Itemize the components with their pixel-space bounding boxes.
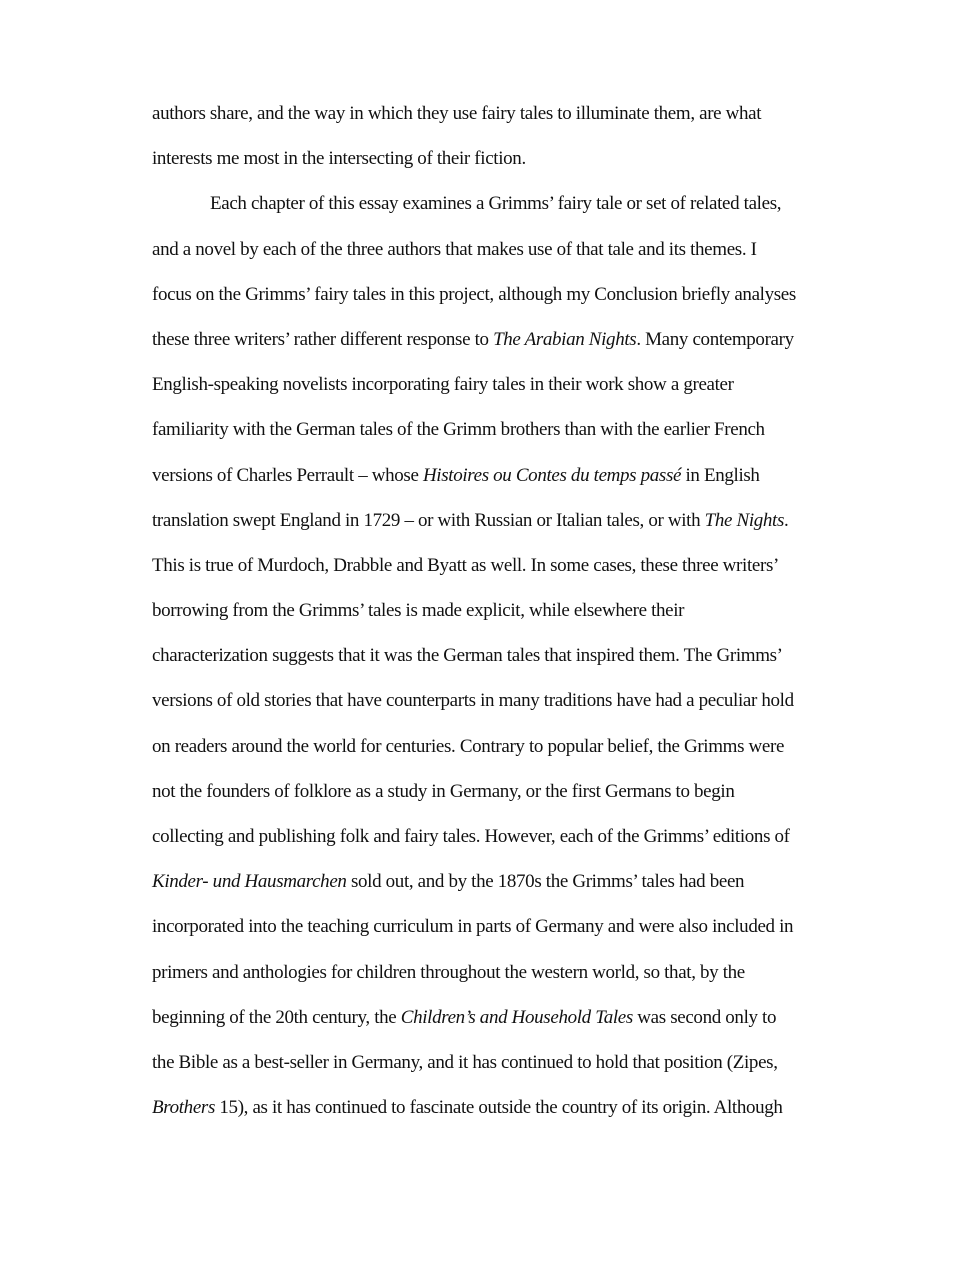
- text-run: collecting and publishing folk and fairy tales. However, each of the Grimms’ editions of: [152, 826, 790, 847]
- text-run: familiarity with the German tales of the Grimm brothers than with the earlier French: [152, 419, 765, 441]
- text-run: borrowing from the Grimms’ tales is made explicit, while elsewhere their: [152, 600, 685, 622]
- text-run: authors share, and the way in which they use fairy tales to illuminate them, are what: [152, 103, 762, 124]
- text-run: not the founders of folklore as a study in Germany, or the first Germans to begin: [152, 780, 735, 802]
- text-run: translation swept England in 1729 – or with Russian or Italian tales, or with: [152, 509, 705, 531]
- text-run: the Bible as a best-seller in Germany, and it has continued to hold that position (Zipes,: [152, 1051, 778, 1073]
- text-line: [152, 955, 912, 1000]
- text-run: versions of Charles Perrault – whose: [152, 464, 423, 486]
- text-line: [152, 819, 912, 864]
- text-line: [152, 96, 912, 141]
- italic-title: Children’s and Household Tales: [400, 1006, 633, 1028]
- text-run: .: [784, 509, 789, 531]
- italic-title: Brothers: [152, 1097, 215, 1119]
- text-run: . Many contemporary: [636, 328, 794, 350]
- text-run: Each chapter of this essay examines a Grimms’ fairy tale or set of related tales,: [210, 193, 782, 215]
- italic-title: Kinder- und Hausmarchen: [152, 871, 347, 893]
- text-line: [152, 186, 912, 231]
- text-run: focus on the Grimms’ fairy tales in this project, although my Conclusion briefly analyses: [152, 283, 796, 305]
- text-line: [152, 503, 912, 548]
- text-run: sold out, and by the 1870s the Grimms’ tales had been: [346, 871, 745, 893]
- text-run: interests me most in the intersecting of their fiction.: [152, 148, 526, 170]
- text-run: characterization suggests that it was the German tales that inspired them. The Grimms’: [152, 645, 783, 667]
- text-line: [152, 1000, 912, 1045]
- text-line: [152, 593, 912, 638]
- italic-title: The Nights: [704, 509, 785, 531]
- italic-title: The Arabian Nights: [493, 328, 637, 350]
- text-run: these three writers’ rather different response to: [152, 328, 494, 350]
- text-line: [152, 638, 912, 683]
- text-line: [152, 1090, 912, 1135]
- text-line: [152, 774, 912, 819]
- text-line: [152, 1045, 912, 1090]
- text-run: versions of old stories that have counterparts in many traditions have had a peculiar hold: [152, 690, 794, 712]
- text-line: [152, 729, 912, 774]
- text-run: in English: [681, 464, 760, 486]
- text-run: and a novel by each of the three authors that makes use of that tale and its themes. I: [152, 238, 757, 260]
- text-line: [152, 232, 912, 277]
- text-line: [152, 412, 912, 457]
- text-run: This is true of Murdoch, Drabble and Byatt as well. In some cases, these three writers’: [152, 554, 779, 576]
- text-run: primers and anthologies for children throughout the western world, so that, by the: [152, 961, 745, 983]
- text-run: was second only to: [632, 1006, 777, 1028]
- body-text: [152, 96, 912, 1135]
- text-line: [152, 141, 912, 186]
- text-run: beginning of the 20th century, the: [152, 1006, 401, 1028]
- text-run: on readers around the world for centuries. Contrary to popular belief, the Grimms were: [152, 735, 785, 757]
- italic-title: Histoires ou Contes du temps passé: [422, 464, 682, 486]
- text-run: incorporated into the teaching curriculum in parts of Germany and were also included in: [152, 916, 794, 938]
- text-line: [152, 322, 912, 367]
- text-line: [152, 909, 912, 954]
- text-line: [152, 864, 912, 909]
- text-line: [152, 683, 912, 728]
- text-run: English-speaking novelists incorporating fairy tales in their work show a greater: [152, 374, 734, 396]
- text-line: [152, 458, 912, 503]
- text-line: [152, 548, 912, 593]
- text-line: [152, 277, 912, 322]
- text-run: 15), as it has continued to fascinate outside the country of its origin. Although: [215, 1097, 783, 1119]
- text-line: [152, 367, 912, 412]
